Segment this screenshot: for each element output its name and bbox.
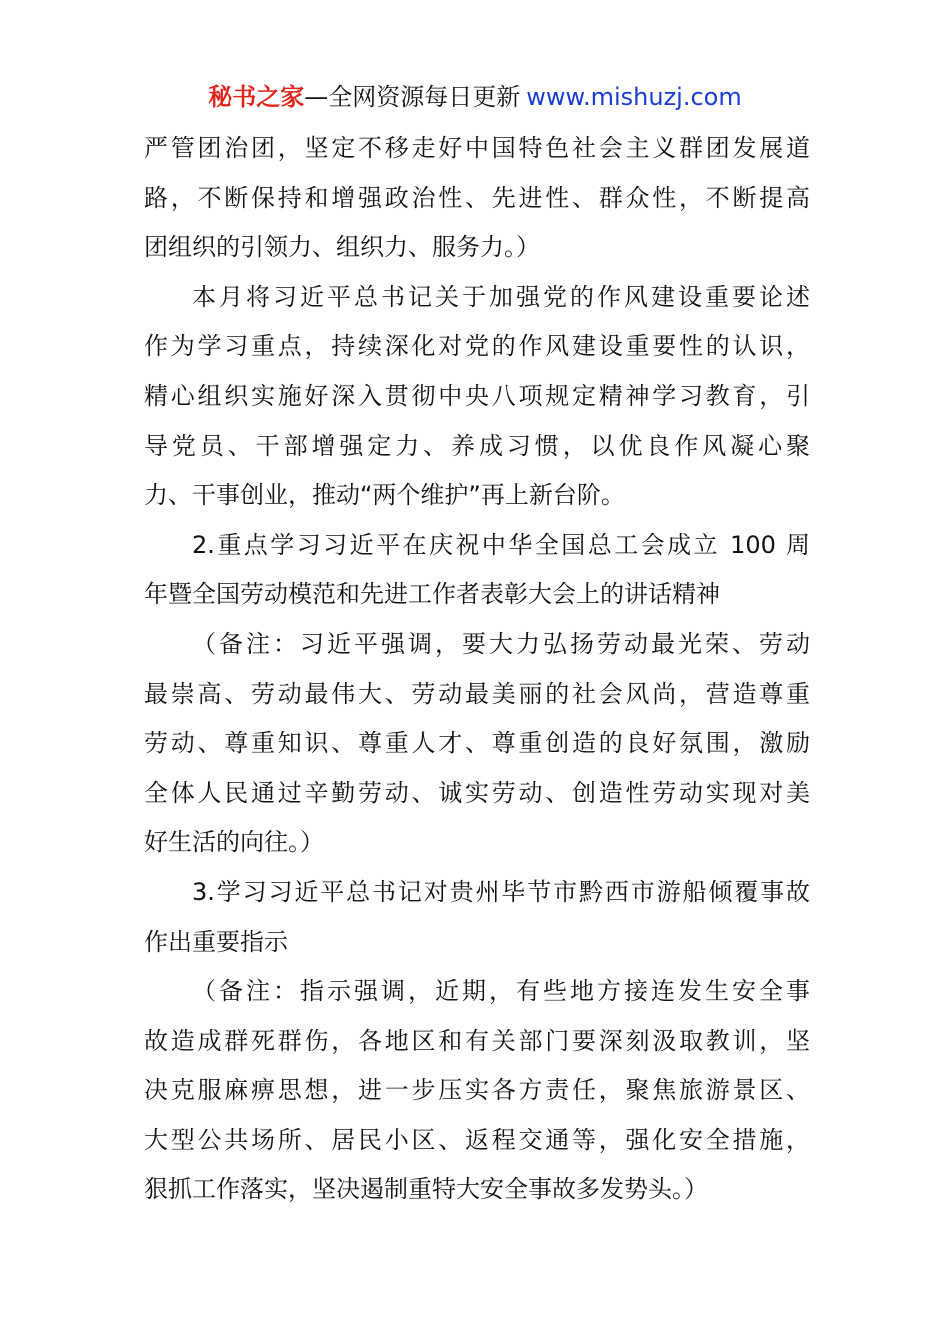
document-body — [144, 124, 810, 1215]
text-line: 劳动、尊重知识、尊重人才、尊重创造的良好氛围，激励 — [144, 729, 810, 758]
section-heading: 作出重要指示 — [144, 927, 288, 956]
header-url[interactable]: www.mishuzj.com — [526, 83, 742, 111]
note-paragraph-start: （备注：习近平强调，要大力弘扬劳动最光荣、劳动 — [192, 629, 810, 658]
text-line: 大型公共场所、居民小区、返程交通等，强化安全措施， — [144, 1125, 810, 1154]
text-line: 故造成群死群伤，各地区和有关部门要深刻汲取教训，坚 — [144, 1026, 810, 1055]
text-line: 精心组织实施好深入贯彻中央八项规定精神学习教育，引 — [144, 381, 810, 410]
text-line: 决克服麻痹思想，进一步压实各方责任，聚焦旅游景区、 — [144, 1076, 810, 1105]
text-line: 路，不断保持和增强政治性、先进性、群众性，不断提高 — [144, 183, 810, 212]
header-slogan: —全网资源每日更新 — [304, 83, 521, 111]
section-heading: 年暨全国劳动模范和先进工作者表彰大会上的讲话精神 — [144, 580, 720, 609]
text-line: 狠抓工作落实，坚决遏制重特大安全事故多发势头。） — [144, 1175, 708, 1204]
text-line: 严管团治团，坚定不移走好中国特色社会主义群团发展道 — [144, 134, 810, 162]
watermark-header — [0, 80, 950, 114]
section-heading: 3.学习习近平总书记对贵州毕节市黔西市游船倾覆事故 — [192, 877, 810, 906]
text-line: 最崇高、劳动最伟大、劳动最美丽的社会风尚，营造尊重 — [144, 679, 810, 708]
text-line: 好生活的向往。） — [144, 828, 324, 857]
text-line: 团组织的引领力、组织力、服务力。） — [144, 233, 540, 262]
text-line: 力、干事创业，推动“两个维护”再上新台阶。 — [144, 481, 625, 510]
paragraph-start: 本月将习近平总书记关于加强党的作风建设重要论述 — [192, 282, 810, 311]
text-line: 作为学习重点，持续深化对党的作风建设重要性的认识， — [144, 332, 810, 361]
text-line: 导党员、干部增强定力、养成习惯，以优良作风凝心聚 — [144, 431, 810, 460]
brand-name: 秘书之家 — [208, 83, 305, 111]
note-paragraph-start: （备注：指示强调，近期，有些地方接连发生安全事 — [192, 977, 810, 1006]
section-heading: 2.重点学习习近平在庆祝中华全国总工会成立 100 周 — [192, 530, 810, 559]
text-line: 全体人民通过辛勤劳动、诚实劳动、创造性劳动实现对美 — [144, 778, 810, 807]
